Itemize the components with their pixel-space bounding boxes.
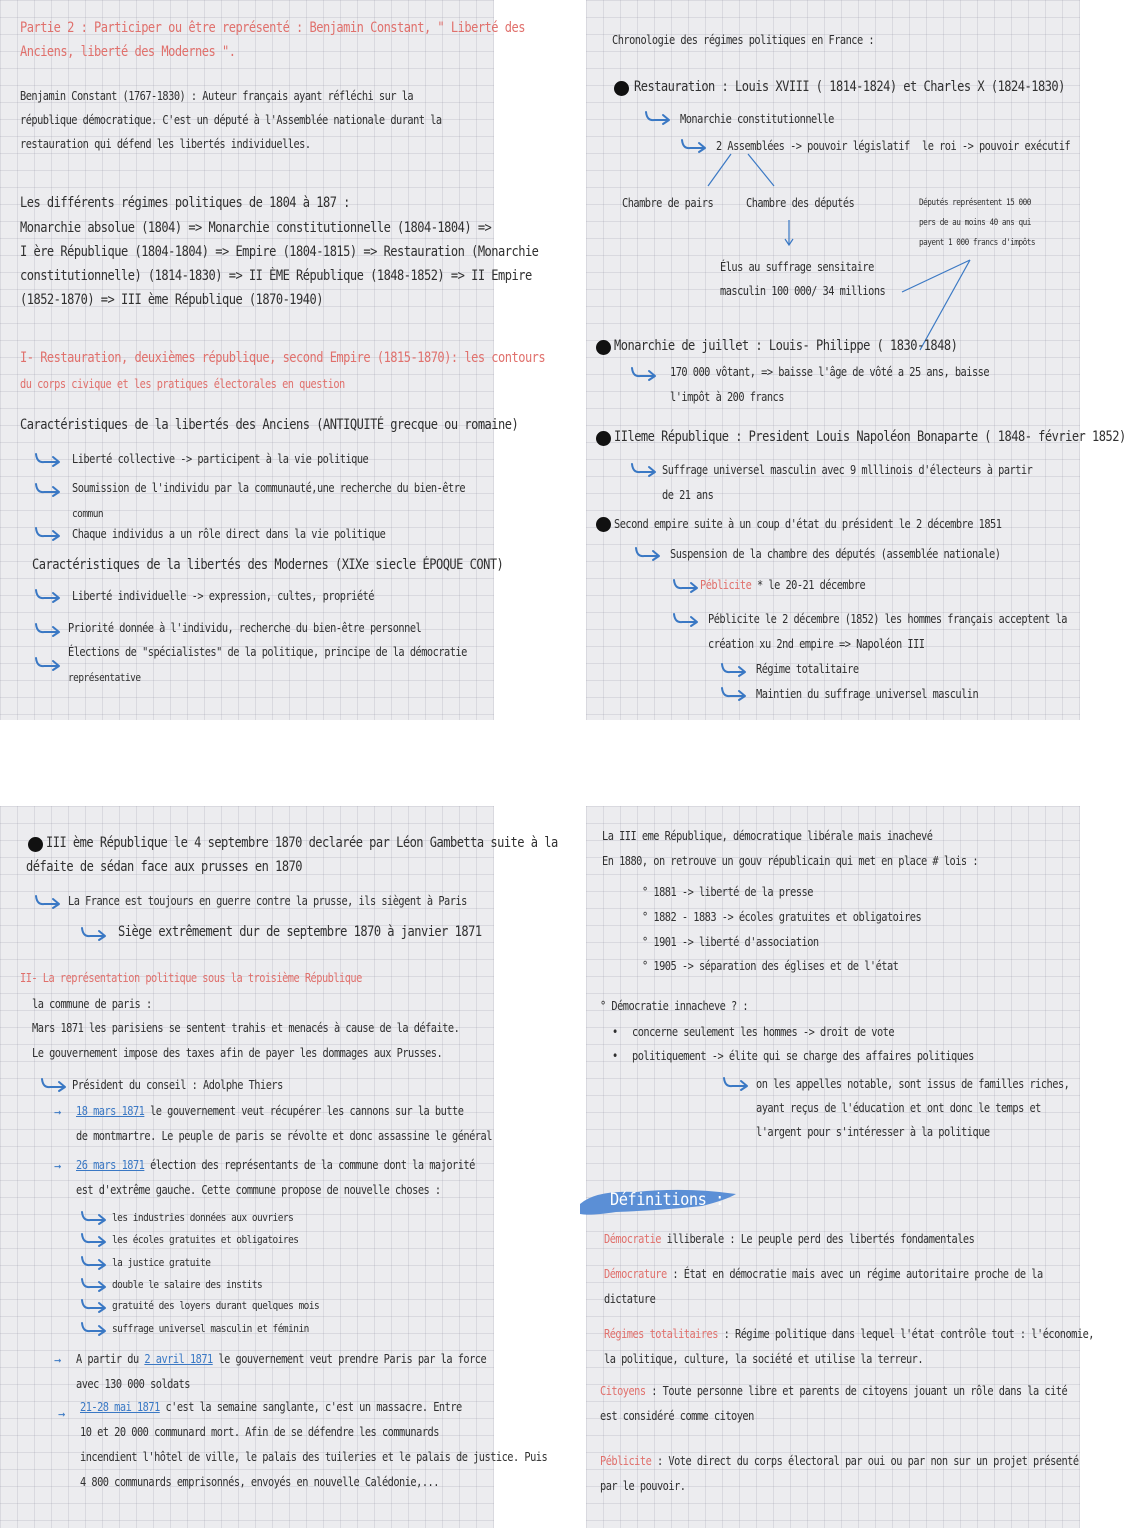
hook-arrow-icon	[80, 1298, 108, 1314]
hook-arrow-icon	[34, 656, 62, 672]
law-item: ° 1882 - 1883 -> écoles gratuites et obligatoires	[642, 910, 922, 924]
regimes-line: constitutionnelle) (1814-1830) => II ÈME République (1848-1852) => II Empire	[20, 268, 532, 284]
definition-text-cont: la politique, culture, la société et utilise la terreur.	[604, 1352, 924, 1366]
inacheve-item: politiquement -> élite qui se charge des affaires politiques	[632, 1049, 974, 1063]
hook-arrow-icon	[80, 926, 108, 942]
rep3-item: La France est toujours en guerre contre la prusse, ils siègent à Paris	[68, 894, 467, 908]
juillet-item-cont: l'impôt à 200 francs	[670, 390, 784, 404]
definition-item	[604, 1230, 974, 1248]
event-date: 21-28 mai 1871	[80, 1400, 160, 1414]
restauration-item: 2 Assemblées -> pouvoir législatif	[716, 139, 910, 153]
modernes-item: Élections de "spécialistes" de la politique, principe de la démocratie	[68, 645, 467, 659]
inacheve-title: ° Démocratie innacheve ? :	[600, 999, 749, 1013]
hook-arrow-icon	[672, 578, 700, 594]
bullet-dot-icon	[28, 837, 43, 852]
event-text: le gouvernement veut prendre Paris par la force	[212, 1352, 487, 1366]
section-1-title-cont: du corps civique et les pratiques électorales en question	[20, 377, 345, 391]
event-text: A partir du	[76, 1352, 145, 1366]
modernes-item: Liberté individuelle -> expression, cultes, propriété	[72, 589, 374, 603]
rep2-line: IIleme République : President Louis Napoléon Bonaparte ( 1848- février 1852)	[614, 429, 1126, 445]
emp2-item: Suspension de la chambre des députés (assemblée nationale)	[670, 547, 1001, 561]
restauration-line: Restauration : Louis XVIII ( 1814-1824) et Charles X (1824-1830)	[634, 79, 1065, 95]
deputes-note: Députés représentent 15 000	[919, 198, 1031, 208]
rep3-line-cont: défaite de sédan face aux prusses en 1870	[26, 859, 303, 875]
commune-line: Mars 1871 les parisiens se sentent trahis et menacés à cause de la défaite.	[32, 1021, 460, 1035]
definition-term: Citoyens	[600, 1384, 646, 1398]
definition-term: Démocratie	[604, 1232, 661, 1246]
anciens-item-cont: commun	[72, 507, 104, 520]
definition-text-cont: est considéré comme citoyen	[600, 1409, 754, 1423]
part-title: Partie 2 : Participer ou être représenté : Benjamin Constant, " Liberté des	[20, 20, 525, 36]
emp2-item: Péblicite le 2 décembre (1852) les hommes français acceptent la	[708, 612, 1067, 626]
hook-arrow-icon	[34, 452, 62, 468]
section-2-title: II- La représentation politique sous la troisième République	[20, 971, 362, 985]
anciens-item: Chaque individus a un rôle direct dans la vie politique	[72, 527, 386, 541]
definition-item	[604, 1265, 1043, 1283]
rep3-heading-cont: En 1880, on retrouve un gouv républicain qui met en place # lois :	[602, 854, 979, 868]
definition-item	[600, 1452, 1079, 1470]
hook-arrow-icon	[34, 894, 62, 910]
definition-term: Régimes totalitaires	[604, 1327, 718, 1341]
hook-arrow-icon	[634, 546, 662, 562]
chronology-title: Chronologie des régimes politiques en France :	[612, 33, 875, 47]
deputes-note: payent 1 000 francs d'impôts	[919, 238, 1036, 248]
hook-arrow-icon	[34, 588, 62, 604]
commune-measure: les écoles gratuites et obligatoires	[112, 1233, 299, 1246]
definition-text: illiberale : Le peuple perd des libertés fondamentales	[660, 1232, 975, 1246]
hook-arrow-icon	[40, 1077, 68, 1093]
rep3-heading: La III eme République, démocratique libérale mais inachevé	[602, 829, 933, 843]
event-text: le gouvernement veut récupérer les cannons sur la butte	[144, 1104, 464, 1118]
arrow-right-icon: →	[54, 1105, 62, 1119]
hook-arrow-icon	[80, 1232, 108, 1248]
definition-text-cont: par le pouvoir.	[600, 1479, 686, 1493]
hook-arrow-icon	[722, 1076, 750, 1092]
regimes-line: Monarchie absolue (1804) => Monarchie constitutionnelle (1804-1804) =>	[20, 220, 492, 236]
law-item: ° 1901 -> liberté d'association	[642, 935, 819, 949]
event-line	[76, 1350, 486, 1368]
modernes-item-cont: représentative	[68, 671, 141, 684]
section-1-title: I- Restauration, deuxièmes république, second Empire (1815-1870): les contours	[20, 350, 546, 366]
hook-arrow-icon	[80, 1277, 108, 1293]
elus-line: masculin 100 000/ 34 millions	[720, 284, 886, 298]
emp2-line: Second empire suite à un coup d'état du président le 2 décembre 1851	[614, 517, 1002, 531]
juillet-item: 170 000 vôtant, => baisse l'âge de vôté a 25 ans, baisse	[670, 365, 990, 379]
definition-term: Péblicite	[600, 1454, 652, 1468]
event-line	[76, 1102, 463, 1120]
commune-line: Le gouvernement impose des taxes afin de payer les dommages aux Prusses.	[32, 1046, 443, 1060]
notes-page-1	[0, 0, 546, 720]
definition-item	[600, 1382, 1067, 1400]
modernes-item: Priorité donnée à l'individu, recherche du bien-être personnel	[68, 621, 422, 635]
hook-arrow-icon	[644, 110, 672, 126]
thiers-line: Président du conseil : Adolphe Thiers	[72, 1078, 283, 1092]
definition-term: Démocrature	[604, 1267, 667, 1281]
peblicite-date: * le 20-21 décembre	[751, 578, 866, 592]
notes-page-2	[586, 0, 1126, 720]
event-line-cont: de montmartre. Le peuple de paris se révolte et donc assassine le général	[76, 1129, 492, 1143]
notes-page-3	[0, 806, 558, 1528]
peblicite-term: Péblicite	[700, 578, 752, 592]
event-line	[76, 1156, 475, 1174]
event-date: 2 avril 1871	[144, 1352, 213, 1366]
event-line-cont: 10 et 20 000 communard mort. Afin de se défendre les communards	[80, 1425, 439, 1439]
hook-arrow-icon	[34, 622, 62, 638]
event-line-cont: est d'extrême gauche. Cette commune propose de nouvelle choses :	[76, 1183, 441, 1197]
restauration-item: Monarchie constitutionnelle	[680, 112, 834, 126]
hook-arrow-icon	[34, 526, 62, 542]
emp2-item: Maintien du suffrage universel masculin	[756, 687, 979, 701]
commune-title: la commune de paris :	[32, 997, 152, 1011]
branch-lines	[696, 150, 786, 190]
anciens-item: Liberté collective -> participent à la vie politique	[72, 452, 369, 466]
hook-arrow-icon	[630, 366, 658, 382]
definition-text: : État en démocratie mais avec un régime autoritaire proche de la	[666, 1267, 1043, 1281]
event-text: c'est la semaine sanglante, c'est un massacre. Entre	[159, 1400, 462, 1414]
commune-measure: suffrage universel masculin et féminin	[112, 1322, 309, 1335]
notes-page-4	[586, 806, 1094, 1528]
restauration-item: le roi -> pouvoir exécutif	[922, 139, 1071, 153]
bullet-icon: •	[612, 1025, 618, 1039]
arrow-right-icon: →	[58, 1407, 66, 1421]
hook-arrow-icon	[630, 462, 658, 478]
bullet-dot-icon	[596, 340, 611, 355]
emp2-item-cont: création xu 2nd empire => Napoléon III	[708, 637, 925, 651]
arrow-right-icon: →	[54, 1353, 62, 1367]
definition-text: : Vote direct du corps électoral par oui ou par non sur un projet présenté	[651, 1454, 1079, 1468]
bio-line: république démocratique. C'est un député à l'Assemblée nationale durant la	[20, 113, 442, 127]
commune-measure: les industries données aux ouvriers	[112, 1211, 294, 1224]
hook-arrow-icon	[80, 1210, 108, 1226]
inacheve-sub: on les appelles notable, sont issus de familles riches,	[756, 1077, 1070, 1091]
hook-arrow-icon	[80, 1321, 108, 1337]
emp2-item	[700, 576, 865, 594]
hook-arrow-icon	[720, 686, 748, 702]
inacheve-sub: ayant reçus de l'éducation et ont donc le temps et	[756, 1101, 1041, 1115]
inacheve-item: concerne seulement les hommes -> droit de vote	[632, 1025, 895, 1039]
law-item: ° 1905 -> séparation des églises et de l'état	[642, 959, 899, 973]
modernes-title: Caractéristiques de la libertés des Modernes (XIXe siecle ÉPOQUE CONT)	[32, 557, 504, 573]
hook-arrow-icon	[34, 482, 62, 498]
bio-line: restauration qui défend les libertés individuelles.	[20, 137, 311, 151]
rep3-line: III ème République le 4 septembre 1870 declarée par Léon Gambetta suite à la	[46, 835, 558, 851]
bullet-dot-icon	[614, 81, 629, 96]
event-date: 18 mars 1871	[76, 1104, 145, 1118]
bio-line: Benjamin Constant (1767-1830) : Auteur français ayant réfléchi sur la	[20, 89, 414, 103]
event-line-cont: incendient l'hôtel de ville, le palais des tuileries et le palais de justice. Puis	[80, 1450, 548, 1464]
hook-arrow-icon	[720, 662, 748, 678]
part-title-cont: Anciens, liberté des Modernes ".	[20, 44, 236, 60]
bullet-dot-icon	[596, 517, 611, 532]
chambre-pairs: Chambre de pairs	[622, 196, 714, 210]
rep2-item-cont: de 21 ans	[662, 488, 714, 502]
emp2-item: Régime totalitaire	[756, 662, 859, 676]
inacheve-sub: l'argent pour s'intéresser à la politique	[756, 1125, 990, 1139]
arrow-right-icon: →	[54, 1159, 62, 1173]
event-line-cont: 4 800 communards emprisonnés, envoyés en nouvelle Calédonie,...	[80, 1475, 439, 1489]
chambre-deputes: Chambre des députés	[746, 196, 855, 210]
anciens-title: Caractéristiques de la libertés des Anciens (ANTIQUITÉ grecque ou romaine)	[20, 417, 519, 433]
event-text: élection des représentants de la commune dont la majorité	[144, 1158, 475, 1172]
rep3-item: Siège extrêmement dur de septembre 1870 à janvier 1871	[118, 924, 482, 940]
deputes-note: pers de au moins 40 ans qui	[919, 218, 1031, 228]
commune-measure: double le salaire des instits	[112, 1278, 263, 1291]
hook-arrow-icon	[672, 612, 700, 628]
rep2-item: Suffrage universel masculin avec 9 mlllinois d'électeurs à partir	[662, 463, 1033, 477]
definition-text-cont: dictature	[604, 1292, 656, 1306]
juillet-line: Monarchie de juillet : Louis- Philippe ( 1830-1848)	[614, 338, 958, 354]
hook-arrow-icon	[80, 1255, 108, 1271]
bullet-dot-icon	[596, 431, 611, 446]
regimes-line: I ère République (1804-1804) => Empire (1804-1815) => Restauration (Monarchie	[20, 244, 539, 260]
anciens-item: Soumission de l'individu par la communauté,une recherche du bien-être	[72, 481, 466, 495]
definition-item	[604, 1325, 1094, 1343]
definition-text: : Régime politique dans lequel l'état contrôle tout : l'économie,	[717, 1327, 1094, 1341]
event-date: 26 mars 1871	[76, 1158, 145, 1172]
down-arrow-icon	[782, 218, 796, 250]
event-line	[80, 1398, 462, 1416]
law-item: ° 1881 -> liberté de la presse	[642, 885, 813, 899]
elus-line: Élus au suffrage sensitaire	[720, 260, 874, 274]
regimes-heading: Les différents régimes politiques de 1804 à 187 :	[20, 195, 350, 211]
regimes-line: (1852-1870) => III ème République (1870-1940)	[20, 292, 323, 308]
commune-measure: la justice gratuite	[112, 1256, 211, 1269]
definitions-title: Définitions :	[610, 1190, 724, 1210]
commune-measure: gratuité des loyers durant quelques mois	[112, 1299, 320, 1312]
event-line-cont: avec 130 000 soldats	[76, 1377, 190, 1391]
definition-text: : Toute personne libre et parents de citoyens jouant un rôle dans la cité	[645, 1384, 1068, 1398]
bullet-icon: •	[612, 1049, 618, 1063]
